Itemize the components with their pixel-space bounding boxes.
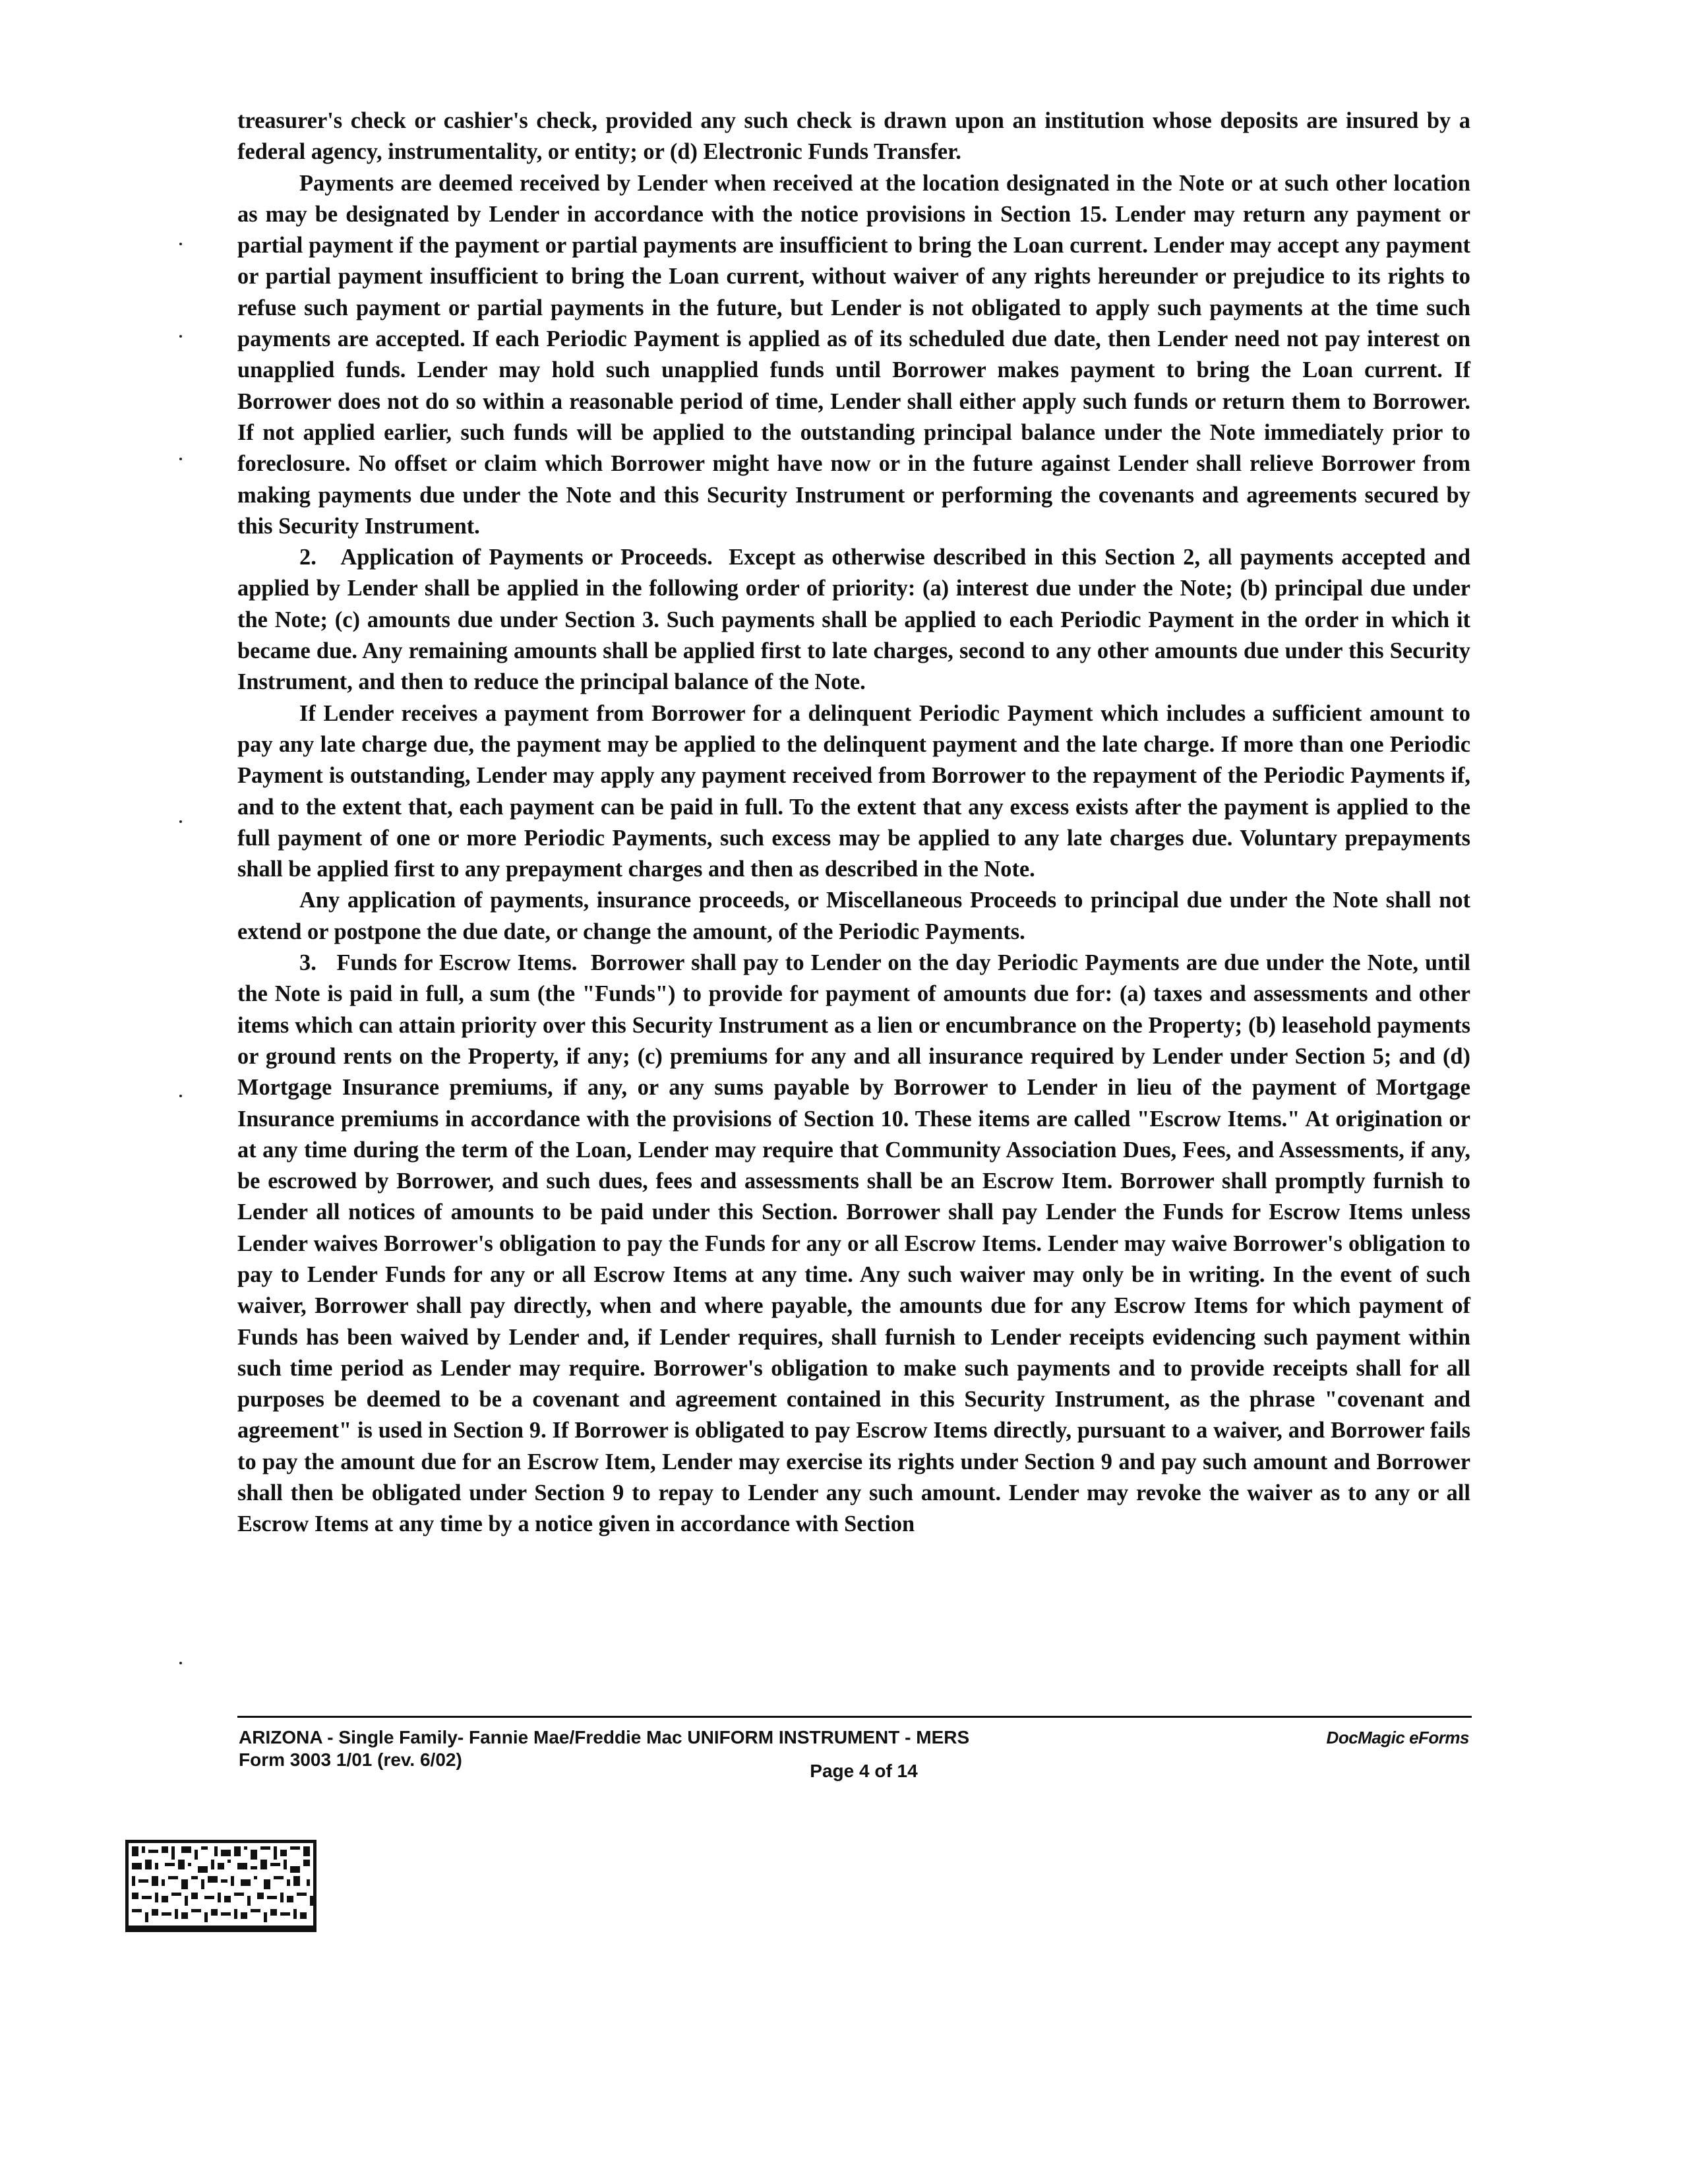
- footer-rule: [237, 1716, 1472, 1718]
- margin-dot: [179, 1095, 182, 1097]
- section-3-paragraph: [237, 948, 1470, 1540]
- paragraph-text: Any application of payments, insurance proceeds, or Miscellaneous Proceeds to principal due under the Note shall not extend or postpone the due date, or change the amount, of the Periodic Payments.: [237, 888, 1470, 944]
- section-2-paragraph: [237, 542, 1470, 698]
- paragraph-text: treasurer's check or cashier's check, provided any such check is drawn upon an institution whose deposits are insured by a federal agency, instrumentality, or entity; or (d) Electronic Funds Transfer.: [237, 108, 1470, 165]
- section-number: 2.: [299, 545, 316, 570]
- paragraph-text: Except as otherwise described in this Section 2, all payments accepted and applied by Lender shall be applied in the following order of priority: (a) interest due under the Note; (b) principal due under the Note; (c) amounts due under Section 3. Such payments shall be applied to each Periodic Payment in the order in which it became due. Any remaining amounts shall be applied first to late charges, second to any other amounts due under this Security Instrument, and then to reduce the principal balance of the Note.: [237, 545, 1471, 695]
- section-number: 3.: [299, 950, 316, 976]
- page-number: Page 4 of 14: [810, 1761, 918, 1781]
- margin-dot: [179, 1662, 182, 1664]
- paragraph-delinquent-payment: [237, 698, 1470, 886]
- paragraph-application: [237, 885, 1470, 948]
- paragraph-continuation: [237, 106, 1470, 168]
- footer-form-number: Form 3003 1/01 (rev. 6/02): [239, 1749, 462, 1770]
- margin-dot: [179, 335, 182, 338]
- margin-dot: [179, 458, 182, 460]
- paragraph-text: Borrower shall pay to Lender on the day Periodic Payments are due under the Note, until the Note is paid in full, a sum (the "Funds") to provide for payment of amounts due for: (a) taxes and assessments and other items which can attain priority over this Security Instrument as a lien or encumbrance on the Property; (b) leasehold payments or ground rents on the Property, if any; (c) premiums for any and all insurance required by Lender under Section 5; and (d) Mortgage Insurance premiums, if any, or any sums payable by Borrower to Lender in lieu of the payment of Mortgage Insurance premiums in accordance with the provisions of Section 10. These items are called "Escrow Items." At origination or at any time during the term of the Loan, Lender may require that Community Association Dues, Fees, and Assessments, if any, be escrowed by Borrower, and such dues, fees and assessments shall be an Escrow Item. Borrower shall promptly furnish to Lender all notices of amounts to be paid under this Section. Borrower shall pay Lender the Funds for Escrow Items unless Lender waives Borrower's obligation to pay the Funds for any or all Escrow Items. Lender may waive Borrower's obligation to pay to Lender Funds for any or all Escrow Items at any time. Any such waiver may only be in writing. In the event of such waiver, Borrower shall pay directly, when and where payable, the amounts due for any Escrow Items for which payment of Funds has been waived by Lender and, if Lender requires, shall furnish to Lender receipts evidencing such payment within such time period as Lender may require. Borrower's obligation to make such payments and to provide receipts shall for all purposes be deemed to be a covenant and agreement contained in this Security Instrument, as the phrase "covenant and agreement" is used in Section 9. If Borrower is obligated to pay Escrow Items directly, pursuant to a waiver, and Borrower fails to pay the amount due for an Escrow Item, Lender may exercise its rights under Section 9 and pay such amount and Borrower shall then be obligated under Section 9 to repay to Lender any such amount. Lender may revoke the waiver as to any or all Escrow Items at any time by a notice given in accordance with Section: [237, 950, 1470, 1537]
- margin-dot: [179, 243, 182, 245]
- paragraph-text: Payments are deemed received by Lender when received at the location designated in the Note or at such other location as may be designated by Lender in accordance with the notice provisions in Section 15. Lender may return any payment or partial payment if the payment or partial payments are insufficient to bring the Loan current. Lender may accept any payment or partial payment insufficient to bring the Loan current, without waiver of any rights hereunder or prejudice to its rights to refuse such payment or partial payments in the future, but Lender is not obligated to apply such payments at the time such payments are accepted. If each Periodic Payment is applied as of its scheduled due date, then Lender need not pay interest on unapplied funds. Lender may hold such unapplied funds until Borrower makes payment to bring the Loan current. If Borrower does not do so within a reasonable period of time, Lender shall either apply such funds or return them to Borrower. If not applied earlier, such funds will be applied to the outstanding principal balance under the Note immediately prior to foreclosure. No offset or claim which Borrower might have now or in the future against Lender shall relieve Borrower from making payments due under the Note and this Security Instrument or performing the covenants and agreements secured by this Security Instrument.: [237, 170, 1470, 539]
- paragraph-text: If Lender receives a payment from Borrower for a delinquent Periodic Payment which includes a sufficient amount to pay any late charge due, the payment may be applied to the delinquent payment and the late charge. If more than one Periodic Payment is outstanding, Lender may apply any payment received from Borrower to the repayment of the Periodic Payments if, and to the extent that, each payment can be paid in full. To the extent that any excess exists after the payment is applied to the full payment of one or more Periodic Payments, such excess may be applied to any late charges due. Voluntary prepayments shall be applied first to any prepayment charges and then as described in the Note.: [237, 700, 1470, 882]
- docmagic-logo: DocMagic eForms: [1326, 1728, 1469, 1747]
- margin-dot: [179, 820, 182, 823]
- section-heading: Application of Payments or Proceeds.: [340, 545, 713, 570]
- footer-title: ARIZONA - Single Family- Fannie Mae/Freddie Mac UNIFORM INSTRUMENT - MERS: [239, 1727, 970, 1747]
- paragraph-payments-received: [237, 168, 1470, 543]
- barcode-image: [125, 1840, 316, 1932]
- document-body: [237, 106, 1470, 1540]
- section-heading: Funds for Escrow Items.: [336, 950, 578, 976]
